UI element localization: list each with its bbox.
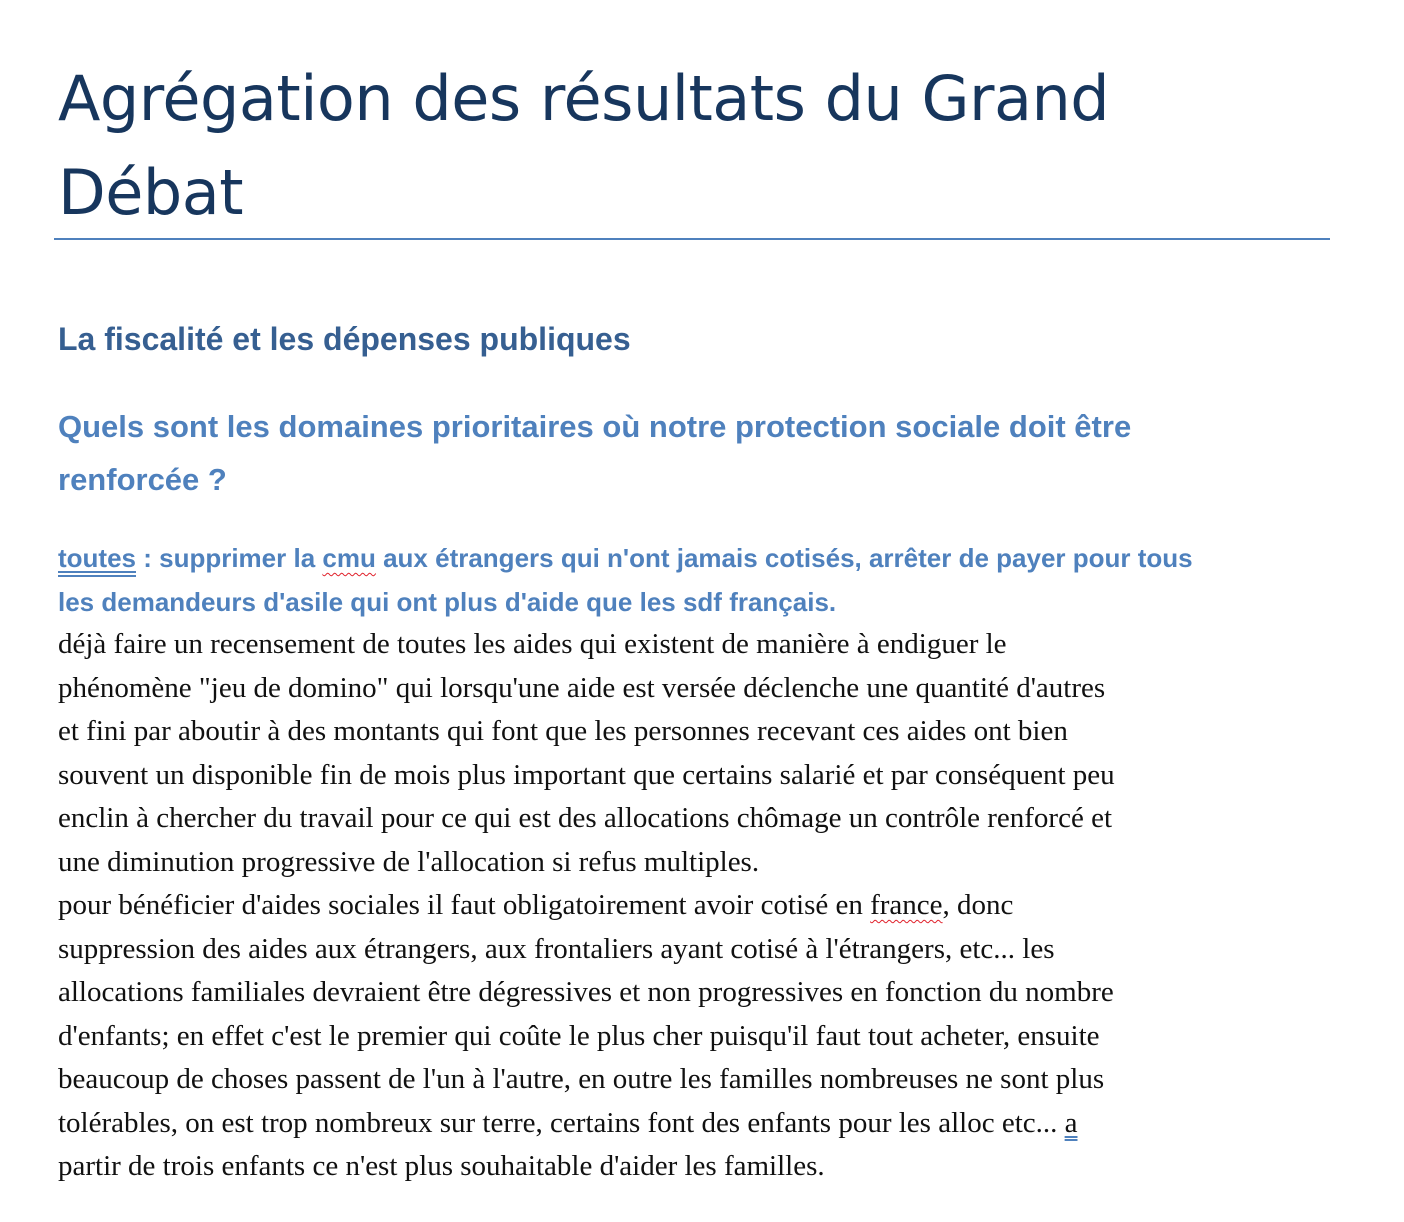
body-line: une diminution progressive de l'allocation si refus multiples. [58,845,760,878]
body-paragraph [58,623,1358,1189]
body-line: déjà faire un recensement de toutes les aides qui existent de manière à endiguer le [58,628,1007,660]
body-line: et fini par aboutir à des montants qui font que les personnes recevant ces aides ont bien [58,715,1068,747]
document-title-line2: Débat [58,156,244,229]
heading-fiscalite: La fiscalité et les dépenses publiques [58,321,631,357]
document-title-line1: Agrégation des résultats du Grand [58,62,1110,135]
body-text-segment: , donc [942,889,1014,921]
body-line: suppression des aides aux étrangers, aux frontaliers ayant cotisé à l'étrangers, etc... les [58,932,1055,965]
body-line [58,1102,1358,1146]
heading-question-line2: renforcée ? [58,462,227,497]
spell-error-france: france [870,889,943,921]
body-line: partir de trois enfants ce n'est plus souhaitable d'aider les familles. [58,1150,825,1182]
answer-heading [58,536,1328,624]
document-title [58,52,1328,240]
answer-heading-underlined-word: toutes [58,543,136,573]
heading-question [58,400,1258,506]
body-text-segment: pour bénéficier d'aides sociales il faut obligatoirement avoir cotisé en [58,889,871,921]
grammar-flag-a: a [1064,1106,1078,1139]
spell-error-cmu: cmu [322,543,376,573]
heading-question-line1: Quels sont les domaines prioritaires où notre protection sociale doit être [58,409,1132,444]
body-line: phénomène "jeu de domino" qui lorsqu'une aide est versée déclenche une quantité d'autres [58,671,1106,704]
body-line: d'enfants; en effet c'est le premier qui coûte le plus cher puisqu'il faut tout acheter, ensuite [58,1019,1100,1052]
body-line: allocations familiales devraient être dégressives et non progressives en fonction du nombre [58,976,1114,1008]
body-line: enclin à chercher du travail pour ce qui est des allocations chômage un contrôle renforcé et [58,802,1113,834]
body-line: beaucoup de choses passent de l'un à l'autre, en outre les familles nombreuses ne sont plus [58,1063,1105,1095]
answer-heading-line2: les demandeurs d'asile qui ont plus d'aide que les sdf français. [58,587,837,617]
body-line: souvent un disponible fin de mois plus important que certains salarié et par conséquent peu [58,758,1115,791]
answer-heading-text-d: aux étrangers qui n'ont jamais cotisés, arrêter de payer pour tous [375,543,1193,573]
body-text-segment: tolérables, on est trop nombreux sur terre, certains font des enfants pour les alloc etc... [58,1106,1065,1139]
title-underline-rule [54,238,1330,240]
body-line [58,884,1358,928]
answer-heading-text-b: : supprimer la [136,543,323,573]
answer-heading-line1 [58,536,1328,580]
